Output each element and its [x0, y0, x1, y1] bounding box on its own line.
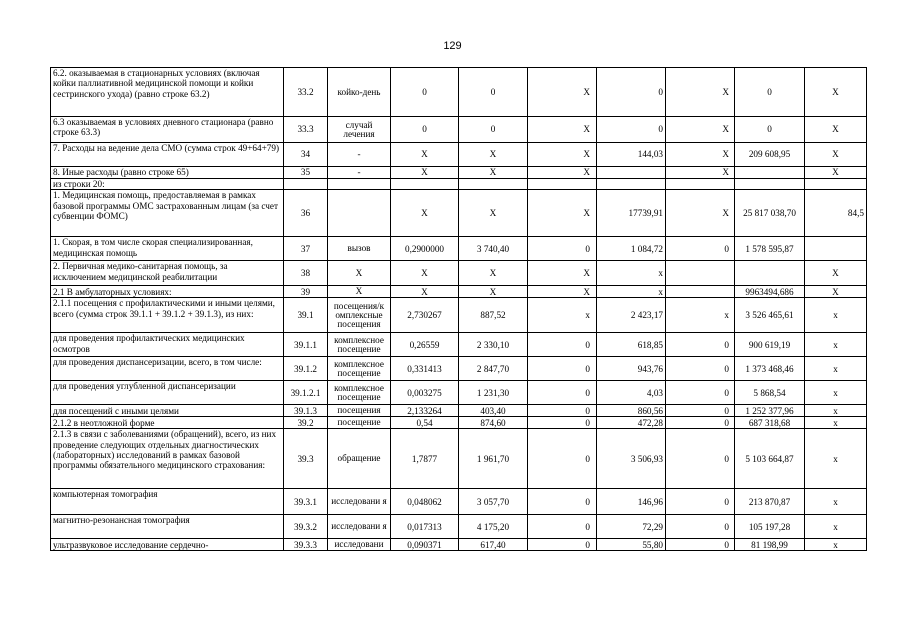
row-budget-total	[666, 286, 735, 298]
table-row	[51, 405, 867, 417]
row-budget-total: 0	[666, 539, 735, 551]
row-name: 2.1.3 в связи с заболеваниями (обращений), всего, из них проведение следующих отдельных диагностических (лабораторных) исследований в рамках базовой программы обязательного медицинского страхования:	[51, 429, 284, 489]
table-row	[51, 167, 867, 179]
row-percent: X	[805, 143, 867, 167]
row-name: 2.1.2 в неотложной форме	[51, 417, 284, 429]
table-row	[51, 515, 867, 539]
row-budget-per-capita	[528, 179, 597, 190]
row-oms-total: 25 817 038,70	[735, 190, 805, 237]
row-budget-total: 0	[666, 417, 735, 429]
table-row	[51, 68, 867, 117]
row-name: ультразвуковое исследование сердечно-	[51, 539, 284, 551]
row-oms-per-capita: 0	[597, 117, 666, 143]
row-norm: 0,048062	[391, 489, 459, 515]
row-oms-total	[735, 261, 805, 286]
row-cost: X	[459, 143, 528, 167]
row-norm: 0,003275	[391, 381, 459, 405]
row-budget-per-capita: X	[528, 286, 597, 298]
row-oms-per-capita: x	[597, 286, 666, 298]
row-budget-total: X	[666, 167, 735, 179]
row-percent: x	[805, 405, 867, 417]
row-oms-per-capita: 17739,91	[597, 190, 666, 237]
row-percent: X	[805, 286, 867, 298]
row-oms-total: 1 252 377,96	[735, 405, 805, 417]
row-cost: 0	[459, 117, 528, 143]
row-cost: X	[459, 286, 528, 298]
row-unit: койко-день	[328, 68, 391, 117]
row-unit: комплексное посещение	[328, 357, 391, 381]
row-code: 39.2	[284, 417, 328, 429]
row-cost: 403,40	[459, 405, 528, 417]
row-code: 39.3.1	[284, 489, 328, 515]
table-row	[51, 179, 867, 190]
row-unit: комплексное посещение	[328, 381, 391, 405]
row-code: 39.1	[284, 298, 328, 333]
table-row	[51, 489, 867, 515]
row-name: для проведения углубленной диспансеризации	[51, 381, 284, 405]
row-percent: X	[805, 261, 867, 286]
row-unit: случай лечения	[328, 117, 391, 143]
row-oms-per-capita: 1 084,72	[597, 237, 666, 261]
table-row	[51, 261, 867, 286]
row-cost: 0	[459, 68, 528, 117]
row-cost: X	[459, 261, 528, 286]
table-row	[51, 190, 867, 237]
row-code: 39	[284, 286, 328, 298]
row-budget-per-capita: 0	[528, 357, 597, 381]
row-budget-per-capita: X	[528, 190, 597, 237]
row-oms-total	[735, 167, 805, 179]
row-cost: 2 330,10	[459, 333, 528, 357]
row-unit: посещение	[328, 417, 391, 429]
row-code: 39.3	[284, 429, 328, 489]
row-budget-total: 0	[666, 405, 735, 417]
row-oms-total: 3 526 465,61	[735, 298, 805, 333]
row-norm: 0,54	[391, 417, 459, 429]
row-code: 39.1.3	[284, 405, 328, 417]
page-number: 129	[443, 40, 462, 52]
row-budget-total: 0	[666, 237, 735, 261]
row-oms-total: 213 870,87	[735, 489, 805, 515]
row-norm: X	[391, 143, 459, 167]
row-budget-total: 0	[666, 381, 735, 405]
row-name: 2.1.1 посещения с профилактическими и иными целями, всего (сумма строк 39.1.1 + 39.1.2 + 39.1.3), из них:	[51, 298, 284, 333]
row-name: 1. Медицинская помощь, предоставляемая в рамках базовой программы ОМС застрахованным лицам (за счет субвенции ФОМС)	[51, 190, 284, 237]
row-budget-total	[666, 179, 735, 190]
row-name: 1. Скорая, в том числе скорая специализированная, медицинская помощь	[51, 237, 284, 261]
row-norm: 0,017313	[391, 515, 459, 539]
row-oms-per-capita: 860,56	[597, 405, 666, 417]
row-percent: X	[805, 68, 867, 117]
row-cost: 617,40	[459, 539, 528, 551]
row-unit: посещения/к омплексные посещения	[328, 298, 391, 333]
row-oms-per-capita: 943,76	[597, 357, 666, 381]
row-code: 34	[284, 143, 328, 167]
row-norm: X	[391, 167, 459, 179]
row-norm: 2,730267	[391, 298, 459, 333]
row-budget-per-capita: 0	[528, 381, 597, 405]
row-norm: 1,7877	[391, 429, 459, 489]
row-cost: 887,52	[459, 298, 528, 333]
row-oms-per-capita: 0	[597, 68, 666, 117]
row-oms-per-capita: 472,28	[597, 417, 666, 429]
row-oms-per-capita: 144,03	[597, 143, 666, 167]
row-percent	[805, 179, 867, 190]
row-budget-per-capita: X	[528, 167, 597, 179]
row-budget-per-capita: X	[528, 261, 597, 286]
row-percent: x	[805, 333, 867, 357]
row-oms-per-capita: 618,85	[597, 333, 666, 357]
row-code: 38	[284, 261, 328, 286]
row-norm: 0	[391, 117, 459, 143]
row-oms-total: 9963494,686	[735, 286, 805, 298]
row-percent: x	[805, 489, 867, 515]
row-budget-total: X	[666, 68, 735, 117]
row-budget-per-capita: 0	[528, 489, 597, 515]
table-row	[51, 357, 867, 381]
row-norm: 0,26559	[391, 333, 459, 357]
row-code: 33.3	[284, 117, 328, 143]
row-oms-per-capita: 4,03	[597, 381, 666, 405]
row-cost: 2 847,70	[459, 357, 528, 381]
row-oms-per-capita: x	[597, 261, 666, 286]
row-oms-total: 209 608,95	[735, 143, 805, 167]
row-budget-per-capita: X	[528, 117, 597, 143]
row-oms-total: 5 103 664,87	[735, 429, 805, 489]
row-norm: X	[391, 261, 459, 286]
row-oms-total: 0	[735, 117, 805, 143]
row-oms-per-capita: 3 506,93	[597, 429, 666, 489]
row-percent: x	[805, 417, 867, 429]
row-oms-total: 687 318,68	[735, 417, 805, 429]
row-percent: x	[805, 515, 867, 539]
row-code: 35	[284, 167, 328, 179]
row-percent: 84,5	[805, 190, 867, 237]
row-code: 36	[284, 190, 328, 237]
row-unit: исследовани	[328, 539, 391, 551]
row-budget-total: x	[666, 298, 735, 333]
row-unit: -	[328, 143, 391, 167]
row-budget-per-capita: 0	[528, 417, 597, 429]
row-unit	[328, 179, 391, 190]
row-name: 2.1 В амбулаторных условиях:	[51, 286, 284, 298]
table-row	[51, 429, 867, 489]
row-unit	[328, 190, 391, 237]
row-oms-total: 0	[735, 68, 805, 117]
row-code: 33.2	[284, 68, 328, 117]
table-row	[51, 417, 867, 429]
row-budget-total: X	[666, 143, 735, 167]
row-name: 7. Расходы на ведение дела СМО (сумма строк 49+64+79)	[51, 143, 284, 167]
row-percent: x	[805, 539, 867, 551]
row-budget-total: 0	[666, 333, 735, 357]
row-norm	[391, 179, 459, 190]
row-name: для проведения профилактических медицинских осмотров	[51, 333, 284, 357]
row-code	[284, 179, 328, 190]
row-percent: X	[805, 167, 867, 179]
row-budget-per-capita: 0	[528, 539, 597, 551]
row-name: 8. Иные расходы (равно строке 65)	[51, 167, 284, 179]
row-oms-total: 1 373 468,46	[735, 357, 805, 381]
row-budget-total	[666, 261, 735, 286]
row-unit: комплексное посещение	[328, 333, 391, 357]
row-name: 6.3 оказываемая в условиях дневного стационара (равно строке 63.3)	[51, 117, 284, 143]
row-norm: 0	[391, 68, 459, 117]
row-budget-per-capita: 0	[528, 333, 597, 357]
row-name: 2. Первичная медико-санитарная помощь, за исключением медицинской реабилитации	[51, 261, 284, 286]
document-table	[50, 67, 867, 551]
row-oms-per-capita: 72,29	[597, 515, 666, 539]
row-cost: 1 231,30	[459, 381, 528, 405]
row-oms-per-capita	[597, 167, 666, 179]
row-oms-total: 105 197,28	[735, 515, 805, 539]
row-percent: X	[805, 117, 867, 143]
row-cost: 3 057,70	[459, 489, 528, 515]
row-budget-per-capita: x	[528, 298, 597, 333]
row-percent: x	[805, 298, 867, 333]
row-budget-per-capita: 0	[528, 405, 597, 417]
row-oms-per-capita: 146,96	[597, 489, 666, 515]
row-norm: X	[391, 190, 459, 237]
row-norm: 0,2900000	[391, 237, 459, 261]
row-code: 39.1.2.1	[284, 381, 328, 405]
row-cost: X	[459, 167, 528, 179]
row-code: 39.1.1	[284, 333, 328, 357]
row-code: 39.3.2	[284, 515, 328, 539]
row-norm: 2,133264	[391, 405, 459, 417]
row-unit: X	[328, 286, 391, 298]
row-budget-per-capita: 0	[528, 515, 597, 539]
table-row	[51, 117, 867, 143]
row-budget-total: 0	[666, 515, 735, 539]
row-budget-per-capita: X	[528, 143, 597, 167]
row-oms-per-capita	[597, 179, 666, 190]
row-oms-per-capita: 55,80	[597, 539, 666, 551]
row-norm: 0,090371	[391, 539, 459, 551]
row-budget-total: 0	[666, 357, 735, 381]
row-percent: x	[805, 357, 867, 381]
row-percent: x	[805, 381, 867, 405]
row-budget-total: 0	[666, 429, 735, 489]
table-row	[51, 237, 867, 261]
row-oms-total	[735, 179, 805, 190]
row-oms-total: 5 868,54	[735, 381, 805, 405]
row-unit: -	[328, 167, 391, 179]
table-row	[51, 333, 867, 357]
row-norm: 0,331413	[391, 357, 459, 381]
row-percent	[805, 237, 867, 261]
table-row	[51, 286, 867, 298]
row-code: 37	[284, 237, 328, 261]
row-oms-total: 900 619,19	[735, 333, 805, 357]
row-unit: посещения	[328, 405, 391, 417]
row-budget-per-capita: 0	[528, 429, 597, 489]
row-budget-per-capita: 0	[528, 237, 597, 261]
row-cost: 1 961,70	[459, 429, 528, 489]
row-code: 39.3.3	[284, 539, 328, 551]
row-cost	[459, 179, 528, 190]
row-oms-per-capita: 2 423,17	[597, 298, 666, 333]
row-oms-total: 1 578 595,87	[735, 237, 805, 261]
row-unit: обращение	[328, 429, 391, 489]
table-row	[51, 143, 867, 167]
row-budget-total: X	[666, 117, 735, 143]
row-oms-total: 81 198,99	[735, 539, 805, 551]
row-unit: исследовани я	[328, 515, 391, 539]
row-name: 6.2. оказываемая в стационарных условиях (включая койки паллиативной медицинской помощи и койки сестринского ухода) (равно строке 63.2)	[51, 68, 284, 117]
row-percent: x	[805, 429, 867, 489]
table-row	[51, 381, 867, 405]
row-unit: вызов	[328, 237, 391, 261]
row-budget-total: 0	[666, 489, 735, 515]
row-name: из строки 20:	[51, 179, 284, 190]
row-name: магнитно-резонансная томография	[51, 515, 284, 539]
row-unit: X	[328, 261, 391, 286]
row-budget-total: X	[666, 190, 735, 237]
row-budget-per-capita: X	[528, 68, 597, 117]
row-cost: 4 175,20	[459, 515, 528, 539]
table-row	[51, 298, 867, 333]
row-name: компьютерная томография	[51, 489, 284, 515]
row-name: для посещений с иными целями	[51, 405, 284, 417]
row-norm: X	[391, 286, 459, 298]
row-code: 39.1.2	[284, 357, 328, 381]
row-cost: 874,60	[459, 417, 528, 429]
table-row	[51, 539, 867, 551]
row-cost: 3 740,40	[459, 237, 528, 261]
row-unit: исследовани я	[328, 489, 391, 515]
row-name: для проведения диспансеризации, всего, в том числе:	[51, 357, 284, 381]
row-cost: X	[459, 190, 528, 237]
